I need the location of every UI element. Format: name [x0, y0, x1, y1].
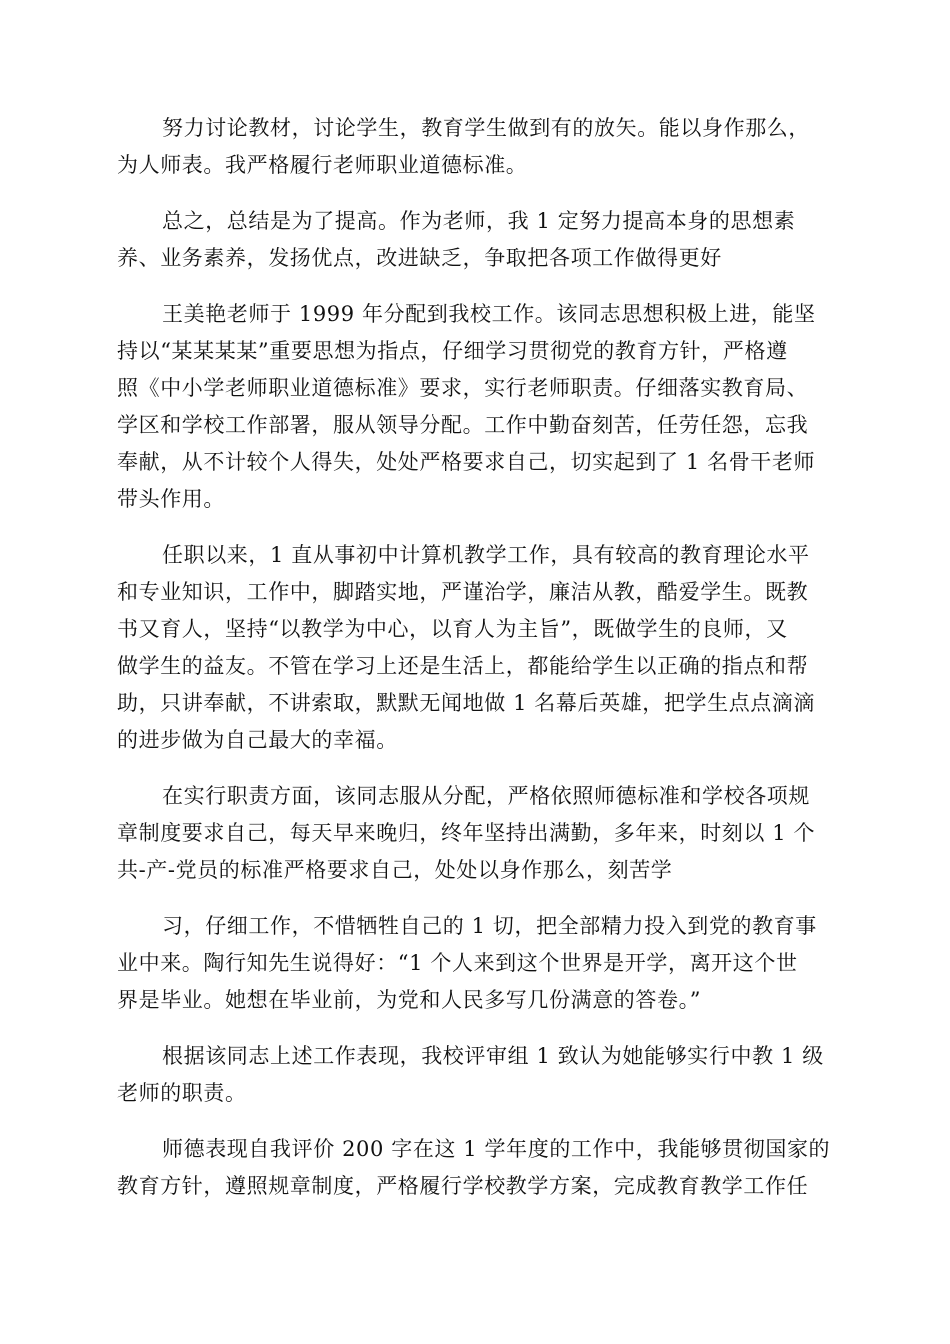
paragraph-line: 王美艳老师于 1999 年分配到我校工作。该同志思想积极上进，能坚 — [162, 302, 816, 326]
paragraph-8 — [117, 1131, 837, 1205]
paragraph-line: 书又育人，坚持“以教学为中心，以育人为主旨”，既做学生的良师，又 — [117, 617, 788, 641]
paragraph-line: 持以“某某某某”重要思想为指点，仔细学习贯彻党的教育方针，严格遵 — [117, 339, 788, 363]
document-page — [117, 110, 837, 1224]
paragraph-line: 在实行职责方面，该同志服从分配，严格依照师德标准和学校各项规 — [162, 784, 810, 808]
paragraph-line: 共-产-党员的标准严格要求自己，处处以身作那么，刻苦学 — [117, 858, 673, 882]
paragraph-line: 根据该同志上述工作表现，我校评审组 1 致认为她能够实行中教 1 级 — [162, 1044, 824, 1068]
paragraph-line: 带头作用。 — [117, 487, 225, 511]
paragraph-2 — [117, 203, 837, 277]
paragraph-line: 做学生的益友。不管在学习上还是生活上，都能给学生以正确的指点和帮 — [117, 654, 809, 678]
paragraph-line: 的进步做为自己最大的幸福。 — [117, 728, 398, 752]
paragraph-7 — [117, 1038, 837, 1112]
paragraph-line: 习，仔细工作，不惜牺牲自己的 1 切，把全部精力投入到党的教育事 — [162, 914, 817, 938]
paragraph-line: 业中来。陶行知先生说得好：“1 个人来到这个世界是开学，离开这个世 — [117, 951, 798, 975]
paragraph-line: 为人师表。我严格履行老师职业道德标准。 — [117, 153, 528, 177]
paragraph-line: 助，只讲奉献，不讲索取，默默无闻地做 1 名幕后英雄，把学生点点滴滴 — [117, 691, 816, 715]
paragraph-line: 照《中小学老师职业道德标准》要求，实行老师职责。仔细落实教育局、 — [117, 376, 809, 400]
paragraph-1 — [117, 110, 837, 184]
paragraph-line: 教育方针，遵照规章制度，严格履行学校教学方案，完成教育教学工作任 — [117, 1174, 809, 1198]
paragraph-line: 奉献，从不计较个人得失，处处严格要求自己，切实起到了 1 名骨干老师 — [117, 450, 816, 474]
paragraph-line: 界是毕业。她想在毕业前，为党和人民多写几份满意的答卷。” — [117, 988, 702, 1012]
paragraph-5 — [117, 778, 837, 889]
paragraph-line: 章制度要求自己，每天早来晚归，终年坚持出满勤，多年来，时刻以 1 个 — [117, 821, 816, 845]
paragraph-line: 老师的职责。 — [117, 1081, 247, 1105]
paragraph-line: 和专业知识，工作中，脚踏实地，严谨治学，廉洁从教，酷爱学生。既教 — [117, 580, 809, 604]
paragraph-line: 师德表现自我评价 200 字在这 1 学年度的工作中，我能够贯彻国家的 — [162, 1137, 831, 1161]
paragraph-4 — [117, 537, 837, 759]
paragraph-line: 任职以来，1 直从事初中计算机教学工作，具有较高的教育理论水平 — [162, 543, 810, 567]
paragraph-line: 努力讨论教材，讨论学生，教育学生做到有的放矢。能以身作那么， — [162, 116, 810, 140]
paragraph-6 — [117, 908, 837, 1019]
paragraph-line: 养、业务素养，发扬优点，改进缺乏，争取把各项工作做得更好 — [117, 246, 722, 270]
paragraph-line: 学区和学校工作部署，服从领导分配。工作中勤奋刻苦，任劳任怨，忘我 — [117, 413, 809, 437]
paragraph-3 — [117, 296, 837, 518]
paragraph-line: 总之，总结是为了提高。作为老师，我 1 定努力提高本身的思想素 — [162, 209, 796, 233]
